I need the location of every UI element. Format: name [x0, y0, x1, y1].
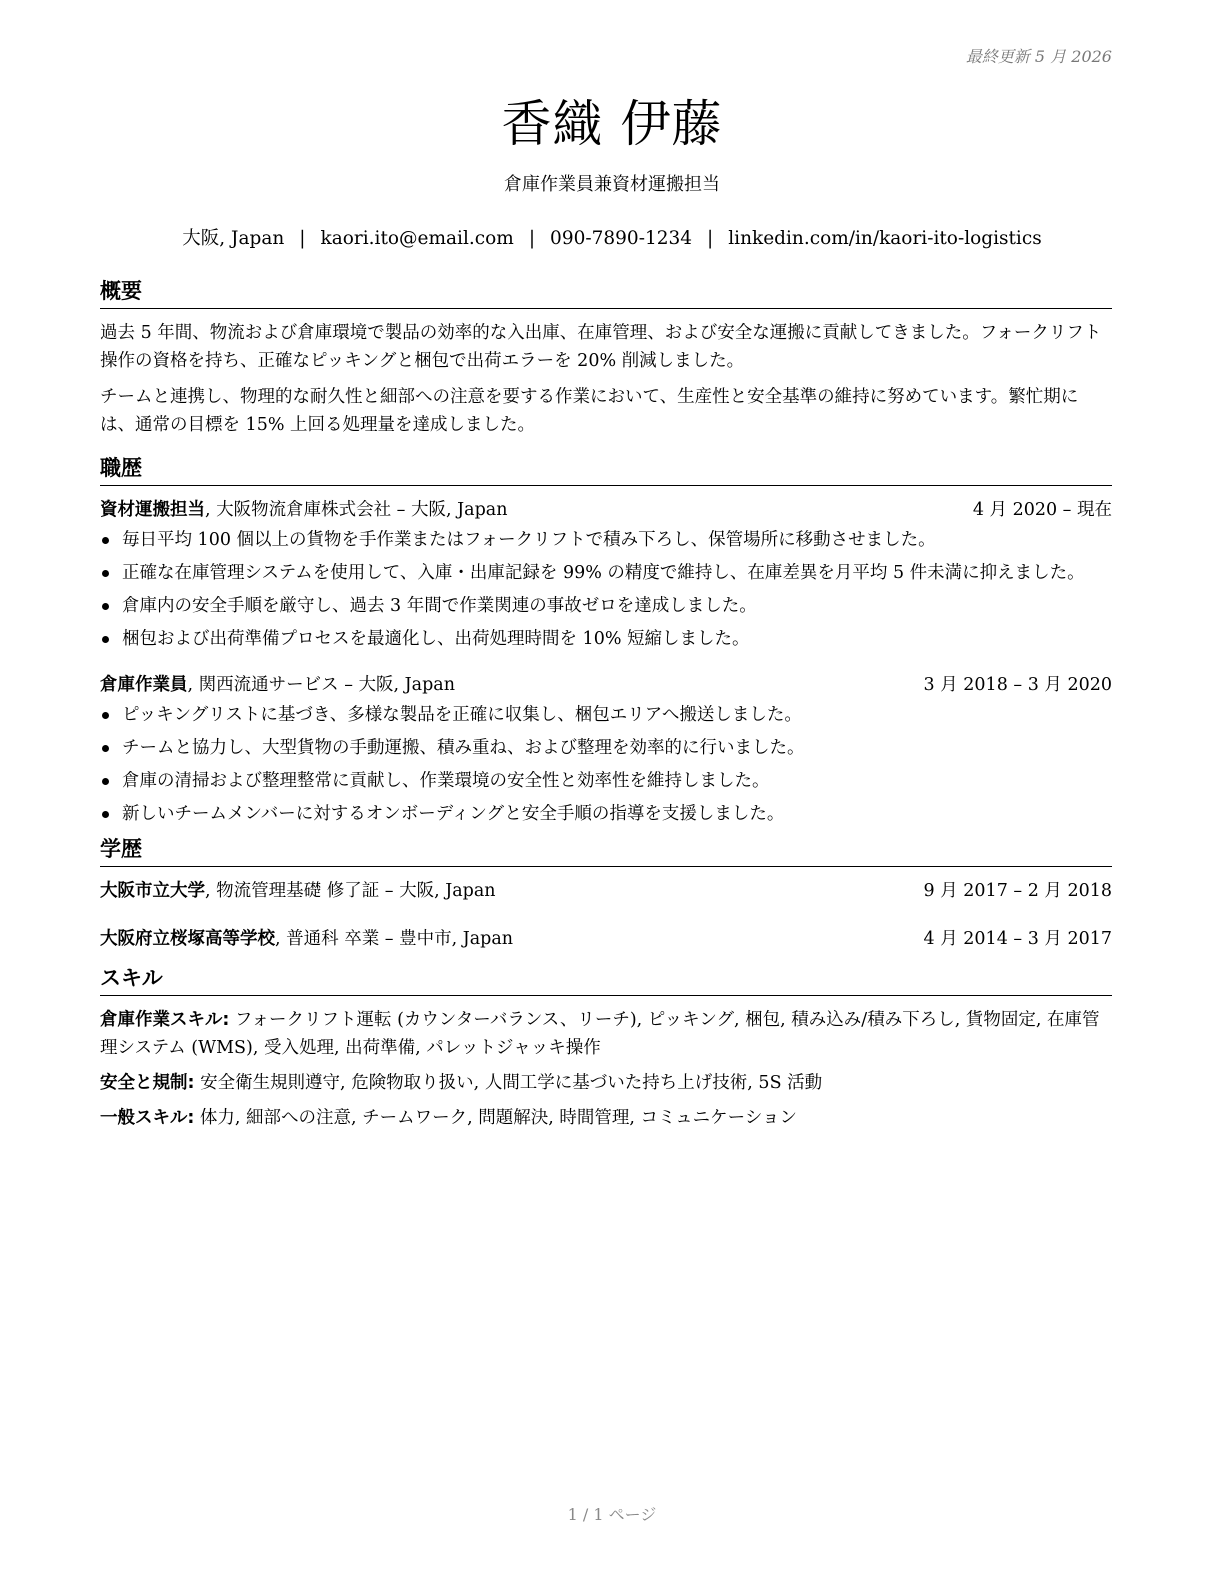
section-heading-summary: 概要 [100, 276, 1112, 309]
education-school: 大阪市立大学 [100, 881, 205, 901]
contact-separator: | [299, 228, 306, 249]
job-dates: 3 月 2018 – 3 月 2020 [923, 675, 1112, 695]
skill-text: フォークリフト運転 (カウンターバランス、リーチ), ピッキング, 梱包, 積み込み/積み下ろし, 貨物固定, 在庫管理システム (WMS), 受入処理, 出荷準備, パレットジャッキ操作 [100, 1010, 1100, 1058]
education-school: 大阪府立桜塚高等学校 [100, 929, 275, 949]
contact-email[interactable]: kaori.ito@email.com [320, 228, 514, 249]
job-bullet: ピッキングリストに基づき、多様な製品を正確に収集し、梱包エリアへ搬送しました。 [100, 701, 1112, 729]
job-bullets [100, 701, 1112, 828]
job-entry [100, 671, 1112, 828]
job-bullet: チームと協力し、大型貨物の手動運搬、積み重ね、および整理を効率的に行いました。 [100, 734, 1112, 762]
contact-line [0, 224, 1224, 250]
skill-text: 安全衛生規則遵守, 危険物取り扱い, 人間工学に基づいた持ち上げ技術, 5S 活動 [194, 1073, 823, 1093]
contact-location: 大阪, Japan [182, 228, 285, 249]
skill-label: 一般スキル: [100, 1108, 195, 1128]
skill-group [100, 1069, 1112, 1097]
summary-paragraph: 過去 5 年間、物流および倉庫環境で製品の効率的な入出庫、在庫管理、および安全な運搬に貢献してきました。フォークリフト操作の資格を持ち、正確なピッキングと梱包で出荷エラーを 20% 削減しました。 [100, 323, 1102, 371]
job-header [100, 496, 1112, 524]
section-heading-skills: スキル [100, 963, 1112, 996]
education-detail: , 物流管理基礎 修了証 – 大阪, Japan [205, 881, 496, 901]
job-bullet: 新しいチームメンバーに対するオンボーディングと安全手順の指導を支援しました。 [100, 800, 1112, 828]
job-bullet: 毎日平均 100 個以上の貨物を手作業またはフォークリフトで積み下ろし、保管場所に移動させました。 [100, 526, 1112, 554]
job-title: 倉庫作業員兼資材運搬担当 [504, 174, 720, 195]
contact-separator: | [707, 228, 714, 249]
education-title-line [100, 925, 513, 953]
contact-separator: | [528, 228, 536, 249]
candidate-name: 香織 伊藤 [501, 95, 723, 153]
education-detail: , 普通科 卒業 – 豊中市, Japan [275, 929, 514, 949]
job-role: 倉庫作業員 [100, 675, 188, 695]
job-bullet: 梱包および出荷準備プロセスを最適化し、出荷処理時間を 10% 短縮しました。 [100, 625, 1112, 653]
experience-section [100, 453, 1112, 828]
skill-group [100, 1006, 1112, 1062]
skill-text: 体力, 細部への注意, チームワーク, 問題解決, 時間管理, コミュニケーション [194, 1108, 797, 1128]
job-title-line [100, 671, 455, 699]
education-dates: 9 月 2017 – 2 月 2018 [923, 881, 1112, 901]
contact-linkedin[interactable]: linkedin.com/in/kaori-ito-logistics [728, 228, 1042, 249]
job-entry [100, 496, 1112, 653]
skill-label: 倉庫作業スキル: [100, 1010, 230, 1030]
summary-paragraph: チームと連携し、物理的な耐久性と細部への注意を要する作業において、生産性と安全基準の維持に努めています。繁忙期には、通常の目標を 15% 上回る処理量を達成しました。 [100, 387, 1079, 435]
education-section [100, 834, 1112, 953]
contact-phone: 090-7890-1234 [550, 228, 693, 249]
education-entry [100, 925, 1112, 953]
summary-section [100, 276, 1112, 439]
section-heading-experience: 職歴 [100, 453, 1112, 486]
section-heading-education: 学歴 [100, 834, 1112, 867]
job-bullet: 倉庫の清掃および整理整常に貢献し、作業環境の安全性と効率性を維持しました。 [100, 767, 1112, 795]
skills-section [100, 963, 1112, 1132]
job-bullet: 正確な在庫管理システムを使用して、入庫・出庫記録を 99% の精度で維持し、在庫差異を月平均 5 件未満に抑えました。 [100, 559, 1112, 587]
page-number: 1 / 1 ページ [567, 1505, 657, 1524]
job-dates: 4 月 2020 – 現在 [972, 500, 1112, 520]
job-company: , 大阪物流倉庫株式会社 – 大阪, Japan [205, 500, 508, 520]
skill-group [100, 1104, 1112, 1132]
skill-label: 安全と規制: [100, 1073, 195, 1093]
job-title-line [100, 496, 507, 524]
education-entry [100, 877, 1112, 905]
last-updated: 最終更新 5 月 2026 [965, 47, 1112, 66]
job-header [100, 671, 1112, 699]
job-bullets [100, 526, 1112, 653]
education-dates: 4 月 2014 – 3 月 2017 [923, 929, 1112, 949]
resume-content [100, 276, 1112, 1139]
education-title-line [100, 877, 496, 905]
job-company: , 関西流通サービス – 大阪, Japan [187, 675, 455, 695]
job-bullet: 倉庫内の安全手順を厳守し、過去 3 年間で作業関連の事故ゼロを達成しました。 [100, 592, 1112, 620]
job-role: 資材運搬担当 [100, 500, 205, 520]
